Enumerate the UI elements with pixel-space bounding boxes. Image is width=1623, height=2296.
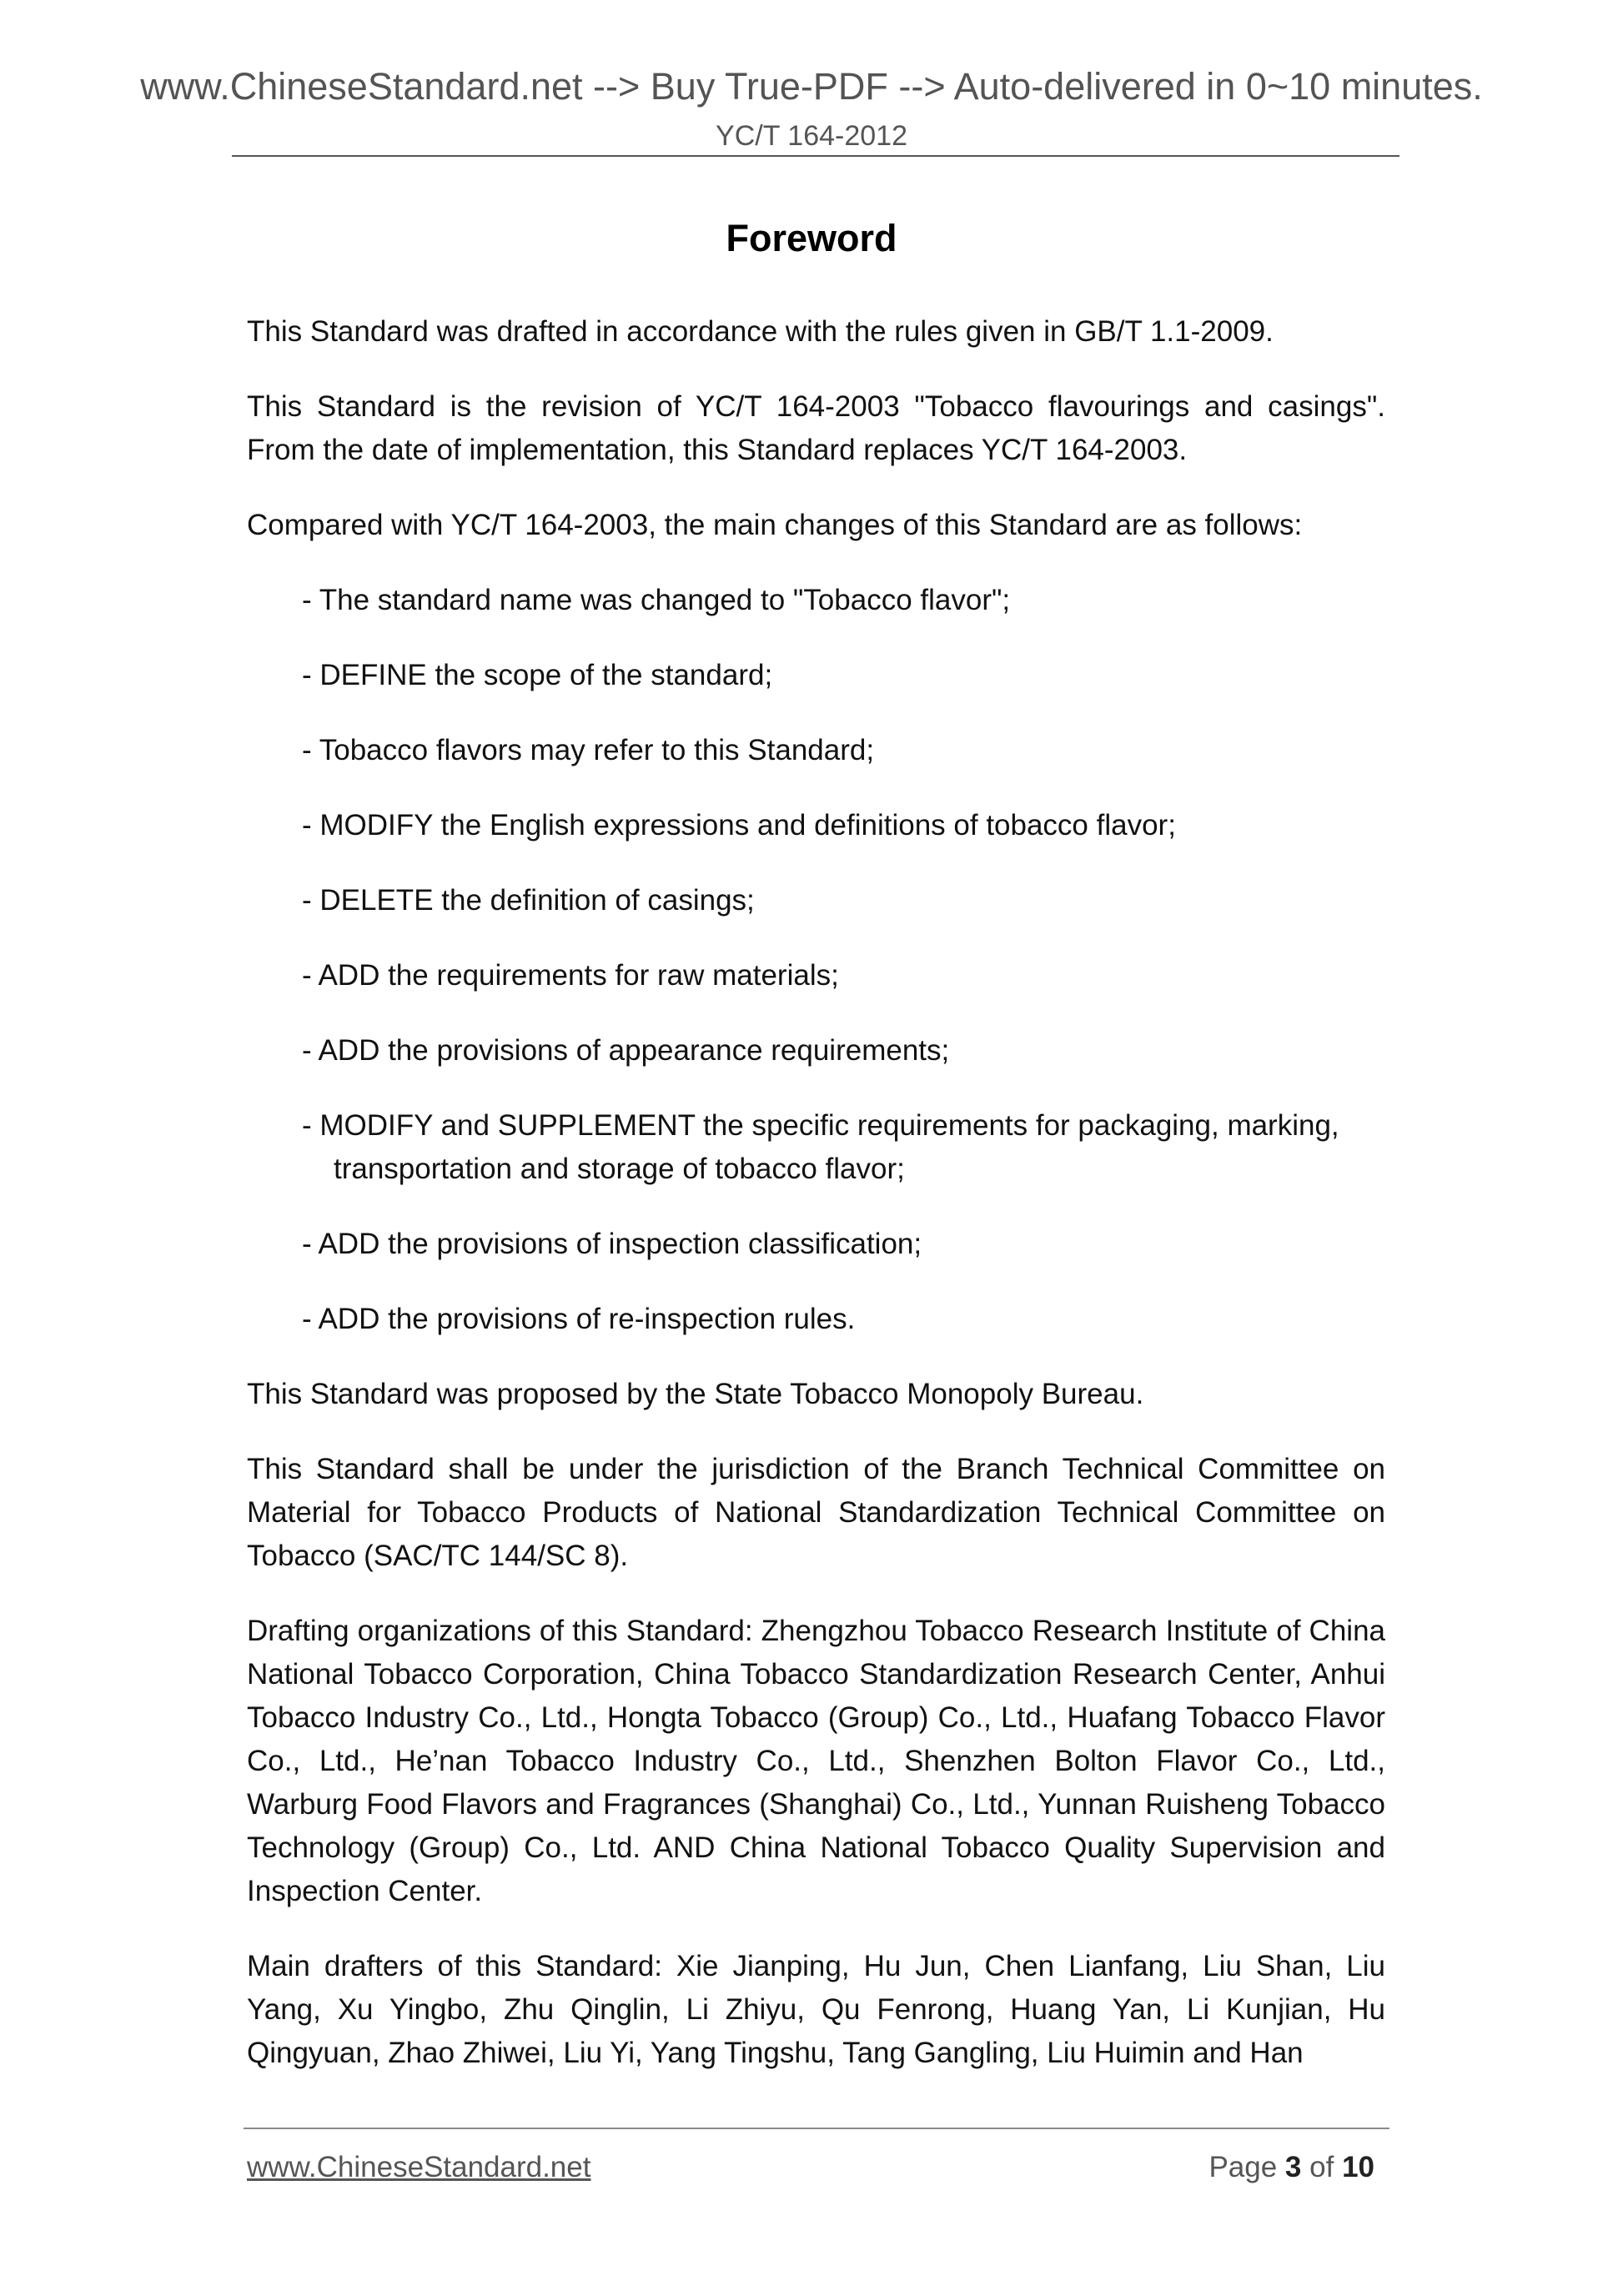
header-banner: www.ChineseStandard.net --> Buy True-PDF --> Auto-delivered in 0~10 minutes. [140, 65, 1483, 108]
footer-divider [244, 2128, 1389, 2129]
list-item: - DELETE the definition of casings; [302, 884, 755, 917]
paragraph-revision: This Standard is the revision of YC/T 164-2003 "Tobacco flavourings and casings". From the date of implementation, this Standard replaces YC/T 164-2003. [247, 390, 1385, 466]
page-of-label: of [1309, 2151, 1334, 2183]
list-item: - ADD the provisions of appearance requirements; [302, 1034, 950, 1067]
list-item: - DEFINE the scope of the standard; [302, 659, 773, 691]
document-body [247, 310, 1385, 2075]
page-label: Page [1208, 2151, 1278, 2183]
paragraph-drafting-organizations: Drafting organizations of this Standard: Zhengzhou Tobacco Research Institute of China National Tobacco Corporation, China Tobacco Standardization Research Center, Anhui Tobacco Industry Co., Ltd., Hongta Tobacco (Group) Co., Ltd., Huafang Tobacco Flavor Co., Ltd., He’nan Tobacco Industry Co., Ltd., Shenzhen Bolton Flavor Co., Ltd., Warburg Food Flavors and Fragrances (Shanghai) Co., Ltd., Yunnan Ruisheng Tobacco Technology (Group) Co., Ltd. AND China National Tobacco Quality Supervision and Inspection Center. [247, 1615, 1385, 1907]
paragraph-proposed-by: This Standard was proposed by the State Tobacco Monopoly Bureau. [247, 1378, 1144, 1410]
footer-website-link[interactable]: www.ChineseStandard.net [247, 2151, 591, 2183]
page-title: Foreword [726, 217, 897, 259]
paragraph-drafting-rules: This Standard was drafted in accordance with the rules given in GB/T 1.1-2009. [247, 315, 1274, 348]
list-item: - The standard name was changed to "Tobacco flavor"; [302, 584, 1011, 616]
page-current: 3 [1284, 2151, 1302, 2183]
paragraph-main-drafters: Main drafters of this Standard: Xie Jianping, Hu Jun, Chen Lianfang, Liu Shan, Liu Yang, Xu Yingbo, Zhu Qinglin, Li Zhiyu, Qu Fenrong, Huang Yan, Li Kunjian, Hu Qingyuan, Zhao Zhiwei, Liu Yi, Yang Tingshu, Tang Gangling, Liu Huimin and Han [247, 1950, 1385, 2069]
header-divider [232, 155, 1399, 157]
list-item: - MODIFY and SUPPLEMENT the specific requirements for packaging, marking, transportation and storage of tobacco flavor; [302, 1109, 1339, 1185]
page-number [1208, 2147, 1374, 2188]
paragraph-changes-intro: Compared with YC/T 164-2003, the main changes of this Standard are as follows: [247, 509, 1303, 541]
page-total: 10 [1342, 2151, 1374, 2183]
paragraph-jurisdiction: This Standard shall be under the jurisdiction of the Branch Technical Committee on Material for Tobacco Products of National Standardization Technical Committee on Tobacco (SAC/TC 144/SC 8). [247, 1453, 1385, 1572]
list-item: - ADD the provisions of inspection classification; [302, 1228, 922, 1260]
list-item: - ADD the provisions of re-inspection rules. [302, 1303, 856, 1335]
changes-list [247, 579, 1385, 1341]
list-item: - Tobacco flavors may refer to this Standard; [302, 734, 875, 766]
standard-code: YC/T 164-2012 [716, 120, 907, 152]
list-item: - ADD the requirements for raw materials; [302, 959, 839, 992]
list-item: - MODIFY the English expressions and definitions of tobacco flavor; [302, 809, 1176, 842]
